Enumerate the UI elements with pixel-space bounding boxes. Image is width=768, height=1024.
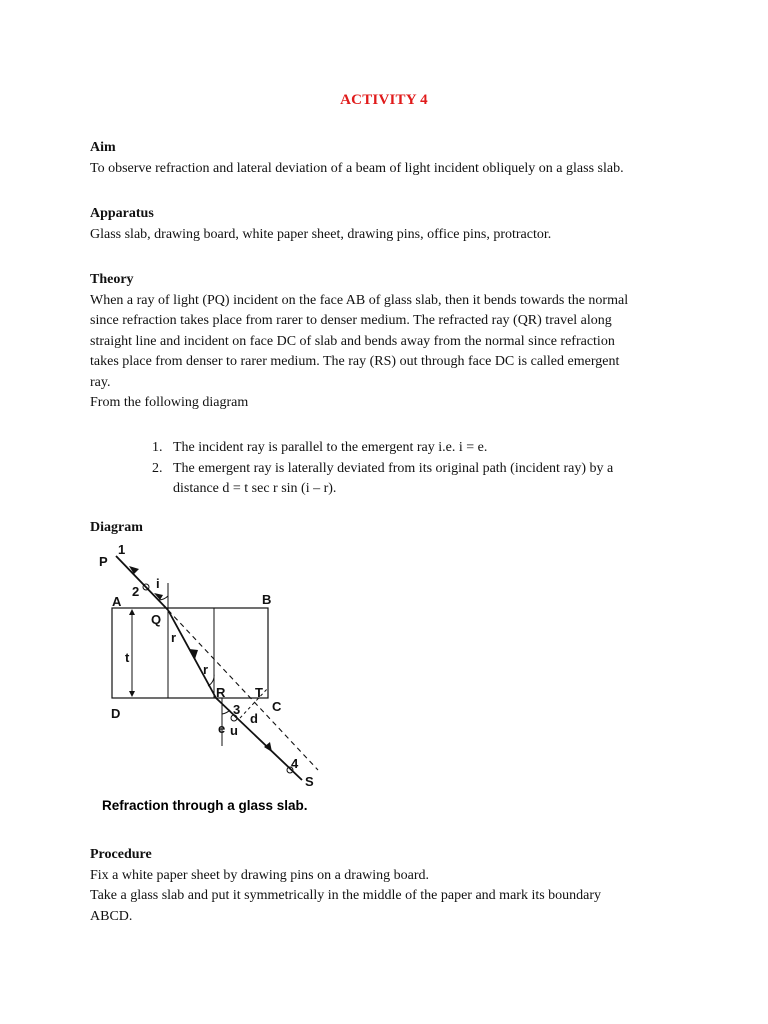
incident-ray: [116, 556, 168, 610]
label-4: 4: [291, 756, 299, 771]
label-i: i: [156, 576, 160, 591]
list-item: [152, 438, 692, 459]
glass-slab-diagram: [92, 538, 332, 828]
apparatus-text: Glass slab, drawing board, white paper sheet, drawing pins, office pins, protractor.: [90, 226, 552, 242]
theory-section: [90, 270, 690, 414]
label-2: 2: [132, 584, 140, 599]
procedure-line: Fix a white paper sheet by drawing pins on a drawing board.: [90, 867, 430, 883]
list-item-text: The incident ray is parallel to the emergent ray i.e. i = e.: [173, 440, 488, 455]
theory-line: From the following diagram: [90, 395, 249, 410]
theory-line: since refraction takes place from rarer to denser medium. The refracted ray (QR) travel along: [90, 313, 612, 328]
label-Q: Q: [151, 612, 162, 627]
procedure-heading: Procedure: [90, 847, 152, 862]
label-t: t: [125, 650, 130, 665]
apparatus-heading: Apparatus: [90, 206, 154, 221]
list-item-text: The emergent ray is laterally deviated from its original path (incident ray) by a: [173, 460, 614, 476]
label-A: A: [112, 594, 122, 609]
procedure-line: Take a glass slab and put it symmetrically in the middle of the paper and mark its boundary: [90, 888, 602, 903]
label-3: 3: [233, 702, 241, 717]
incident-ray-extension: [168, 610, 318, 770]
label-B: B: [262, 592, 272, 607]
list-item: [152, 459, 692, 500]
emergent-ray: [216, 698, 302, 780]
label-C: C: [272, 699, 282, 714]
activity-title: ACTIVITY 4: [340, 92, 428, 108]
theory-line: When a ray of light (PQ) incident on the face AB of glass slab, then it bends towards the normal: [90, 292, 629, 308]
aim-text: To observe refraction and lateral deviation of a beam of light incident obliquely on a glass slab.: [90, 160, 624, 176]
list-item-text: distance d = t sec r sin (i – r).: [173, 481, 337, 496]
glass-slab: [112, 608, 268, 698]
label-u: u: [230, 723, 238, 738]
aim-section: [90, 138, 690, 179]
theory-line: straight line and incident on face DC of slab and bends away from the normal since refraction: [90, 333, 615, 349]
apparatus-section: [90, 204, 690, 245]
label-1: 1: [118, 542, 126, 557]
label-R: R: [216, 685, 226, 700]
diagram-caption: Refraction through a glass slab.: [102, 798, 308, 813]
label-d: d: [250, 711, 258, 726]
label-P: P: [99, 554, 108, 569]
list-item-number: 1.: [152, 440, 163, 455]
label-S: S: [305, 774, 314, 789]
theory-heading: Theory: [90, 272, 134, 287]
label-T: T: [255, 685, 263, 700]
list-item-number: 2.: [152, 460, 163, 476]
theory-line: takes place from denser to rarer medium. The ray (RS) out through face DC is called emergent: [90, 354, 620, 369]
label-r: r: [171, 630, 177, 645]
procedure-section: [90, 845, 690, 927]
procedure-line: ABCD.: [90, 908, 133, 924]
label-r: r: [203, 662, 209, 677]
ray-arrow: [264, 742, 272, 752]
diagram-heading: Diagram: [90, 520, 143, 535]
aim-heading: Aim: [90, 140, 116, 155]
angle-arc: [222, 710, 230, 714]
label-D: D: [111, 706, 121, 721]
theory-line: ray.: [90, 374, 111, 390]
label-e: e: [218, 721, 226, 736]
theory-points-list: [152, 438, 692, 500]
